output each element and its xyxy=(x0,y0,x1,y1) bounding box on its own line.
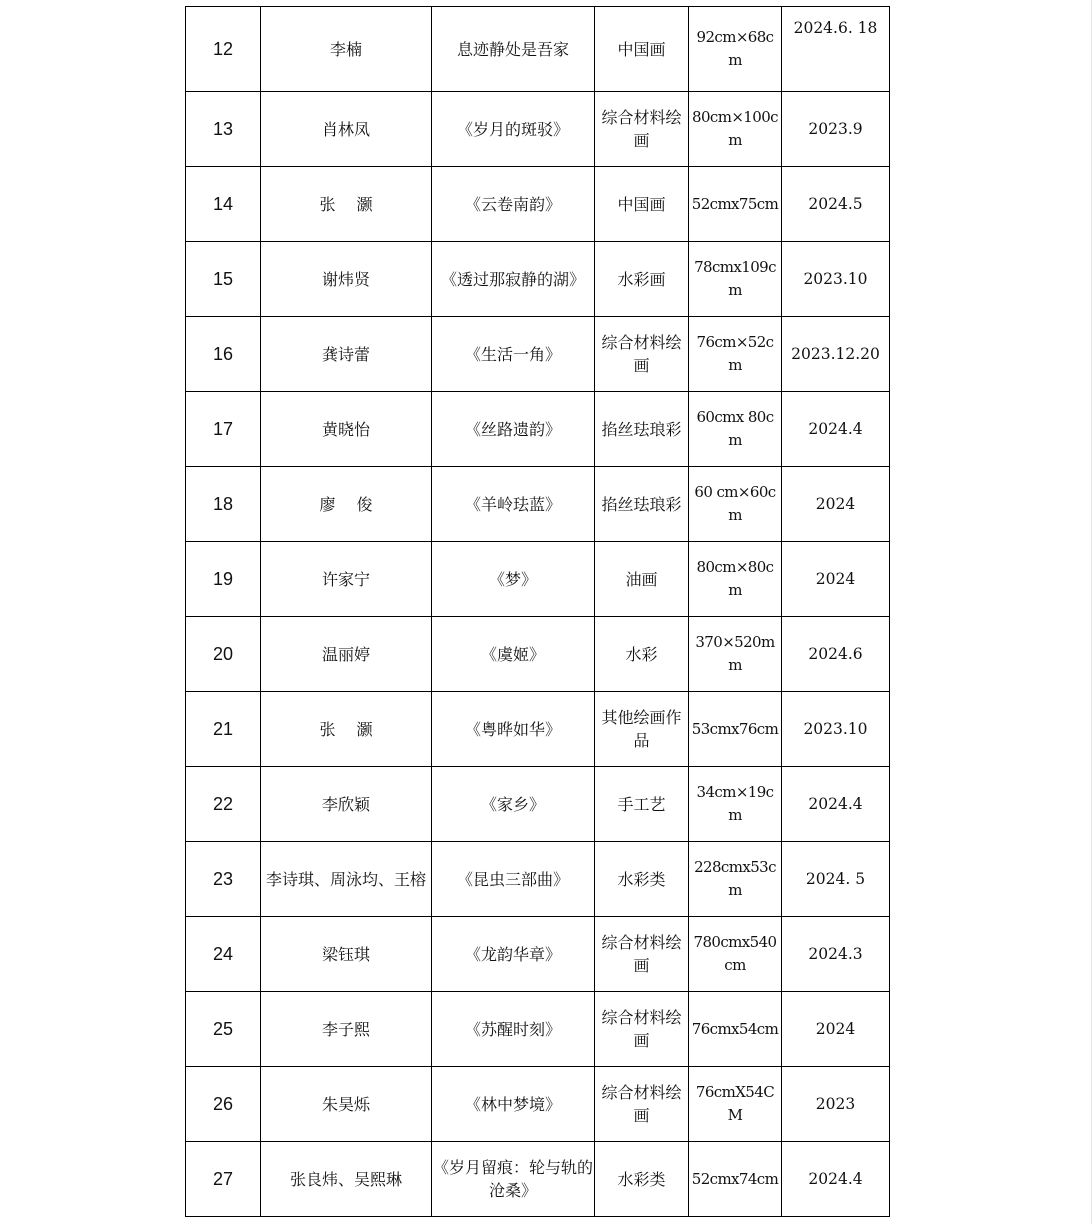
artwork-title: 《家乡》 xyxy=(432,767,595,842)
table-row xyxy=(186,692,890,767)
row-number: 14 xyxy=(186,167,261,242)
row-number: 21 xyxy=(186,692,261,767)
artwork-title: 《岁月留痕：轮与轨的沧桑》 xyxy=(432,1142,595,1217)
artwork-category: 综合材料绘画 xyxy=(595,92,689,167)
artwork-date: 2023.10 xyxy=(782,242,890,317)
artwork-size: 76cm×52cm xyxy=(689,317,782,392)
artwork-size: 60cmx 80cm xyxy=(689,392,782,467)
artwork-title: 《丝路遗韵》 xyxy=(432,392,595,467)
artwork-size: 80cm×100cm xyxy=(689,92,782,167)
artwork-size: 80cm×80cm xyxy=(689,542,782,617)
artwork-category: 其他绘画作品 xyxy=(595,692,689,767)
artwork-title: 《梦》 xyxy=(432,542,595,617)
artwork-category: 水彩类 xyxy=(595,1142,689,1217)
artwork-category: 水彩画 xyxy=(595,242,689,317)
artwork-size: 78cmx109cm xyxy=(689,242,782,317)
artwork-size: 52cmx75cm xyxy=(689,167,782,242)
artwork-category: 水彩类 xyxy=(595,842,689,917)
table-row xyxy=(186,917,890,992)
artwork-category: 综合材料绘画 xyxy=(595,317,689,392)
table-row xyxy=(186,542,890,617)
table-row xyxy=(186,467,890,542)
artwork-size: 228cmx53cm xyxy=(689,842,782,917)
artist-name: 张 灏 xyxy=(261,167,432,242)
row-number: 25 xyxy=(186,992,261,1067)
table-row xyxy=(186,1067,890,1142)
artwork-date: 2024.4 xyxy=(782,392,890,467)
artist-name: 黄晓怡 xyxy=(261,392,432,467)
artwork-date: 2023 xyxy=(782,1067,890,1142)
artist-name: 张 灏 xyxy=(261,692,432,767)
row-number: 24 xyxy=(186,917,261,992)
artist-name: 肖林凤 xyxy=(261,92,432,167)
artwork-date: 2024.4 xyxy=(782,767,890,842)
row-number: 13 xyxy=(186,92,261,167)
table-row xyxy=(186,92,890,167)
artwork-size: 780cmx540cm xyxy=(689,917,782,992)
artist-name: 李欣颖 xyxy=(261,767,432,842)
artwork-category: 综合材料绘画 xyxy=(595,917,689,992)
artwork-size: 53cmx76cm xyxy=(689,692,782,767)
artwork-size: 34cm×19cm xyxy=(689,767,782,842)
artist-name: 张良炜、吴熙琳 xyxy=(261,1142,432,1217)
row-number: 18 xyxy=(186,467,261,542)
row-number: 20 xyxy=(186,617,261,692)
artwork-table-body xyxy=(186,7,890,1217)
artwork-date: 2024 xyxy=(782,542,890,617)
artist-name: 梁钰琪 xyxy=(261,917,432,992)
artwork-category: 中国画 xyxy=(595,167,689,242)
artwork-category: 掐丝珐琅彩 xyxy=(595,392,689,467)
artwork-category: 中国画 xyxy=(595,7,689,92)
row-number: 15 xyxy=(186,242,261,317)
table-row xyxy=(186,617,890,692)
artwork-title: 《透过那寂静的湖》 xyxy=(432,242,595,317)
artwork-size: 52cmx74cm xyxy=(689,1142,782,1217)
table-row xyxy=(186,1142,890,1217)
row-number: 17 xyxy=(186,392,261,467)
row-number: 22 xyxy=(186,767,261,842)
artwork-title: 息迹静处是吾家 xyxy=(432,7,595,92)
artwork-size: 76cmx54cm xyxy=(689,992,782,1067)
table-row xyxy=(186,392,890,467)
table-row xyxy=(186,167,890,242)
artwork-category: 水彩 xyxy=(595,617,689,692)
artwork-date: 2024. 5 xyxy=(782,842,890,917)
artist-name: 朱昊烁 xyxy=(261,1067,432,1142)
row-number: 27 xyxy=(186,1142,261,1217)
row-number: 16 xyxy=(186,317,261,392)
artwork-category: 综合材料绘画 xyxy=(595,1067,689,1142)
artwork-size: 76cmX54CM xyxy=(689,1067,782,1142)
artist-name: 温丽婷 xyxy=(261,617,432,692)
artwork-category: 油画 xyxy=(595,542,689,617)
artwork-title: 《云卷南韵》 xyxy=(432,167,595,242)
artist-name: 龚诗蕾 xyxy=(261,317,432,392)
table-row xyxy=(186,317,890,392)
artwork-date: 2024.6 xyxy=(782,617,890,692)
row-number: 19 xyxy=(186,542,261,617)
artwork-title: 《羊岭珐蓝》 xyxy=(432,467,595,542)
row-number: 12 xyxy=(186,7,261,92)
artwork-date: 2024.6. 18 xyxy=(782,7,890,92)
table-row xyxy=(186,242,890,317)
artwork-date: 2024 xyxy=(782,992,890,1067)
artist-name: 李子熙 xyxy=(261,992,432,1067)
artwork-category: 综合材料绘画 xyxy=(595,992,689,1067)
table-row xyxy=(186,7,890,92)
artwork-size: 370×520mm xyxy=(689,617,782,692)
artwork-title: 《生活一角》 xyxy=(432,317,595,392)
artwork-size: 60 cm×60cm xyxy=(689,467,782,542)
artwork-title: 《昆虫三部曲》 xyxy=(432,842,595,917)
artwork-date: 2024.3 xyxy=(782,917,890,992)
artwork-title: 《林中梦境》 xyxy=(432,1067,595,1142)
artwork-date: 2023.9 xyxy=(782,92,890,167)
artwork-title: 《虞姬》 xyxy=(432,617,595,692)
artwork-title: 《苏醒时刻》 xyxy=(432,992,595,1067)
artwork-date: 2024 xyxy=(782,467,890,542)
artwork-date: 2024.4 xyxy=(782,1142,890,1217)
artwork-title: 《粤晔如华》 xyxy=(432,692,595,767)
table-row xyxy=(186,992,890,1067)
artwork-size: 92cm×68cm xyxy=(689,7,782,92)
artist-name: 李楠 xyxy=(261,7,432,92)
row-number: 23 xyxy=(186,842,261,917)
artwork-title: 《龙韵华章》 xyxy=(432,917,595,992)
artwork-date: 2024.5 xyxy=(782,167,890,242)
artwork-date: 2023.12.20 xyxy=(782,317,890,392)
table-row xyxy=(186,767,890,842)
artwork-category: 手工艺 xyxy=(595,767,689,842)
artist-name: 谢炜贤 xyxy=(261,242,432,317)
artwork-table xyxy=(185,6,890,1217)
table-row xyxy=(186,842,890,917)
row-number: 26 xyxy=(186,1067,261,1142)
artist-name: 李诗琪、周泳均、王榕 xyxy=(261,842,432,917)
artwork-title: 《岁月的斑驳》 xyxy=(432,92,595,167)
artwork-category: 掐丝珐琅彩 xyxy=(595,467,689,542)
artist-name: 许家宁 xyxy=(261,542,432,617)
artist-name: 廖 俊 xyxy=(261,467,432,542)
artwork-date: 2023.10 xyxy=(782,692,890,767)
